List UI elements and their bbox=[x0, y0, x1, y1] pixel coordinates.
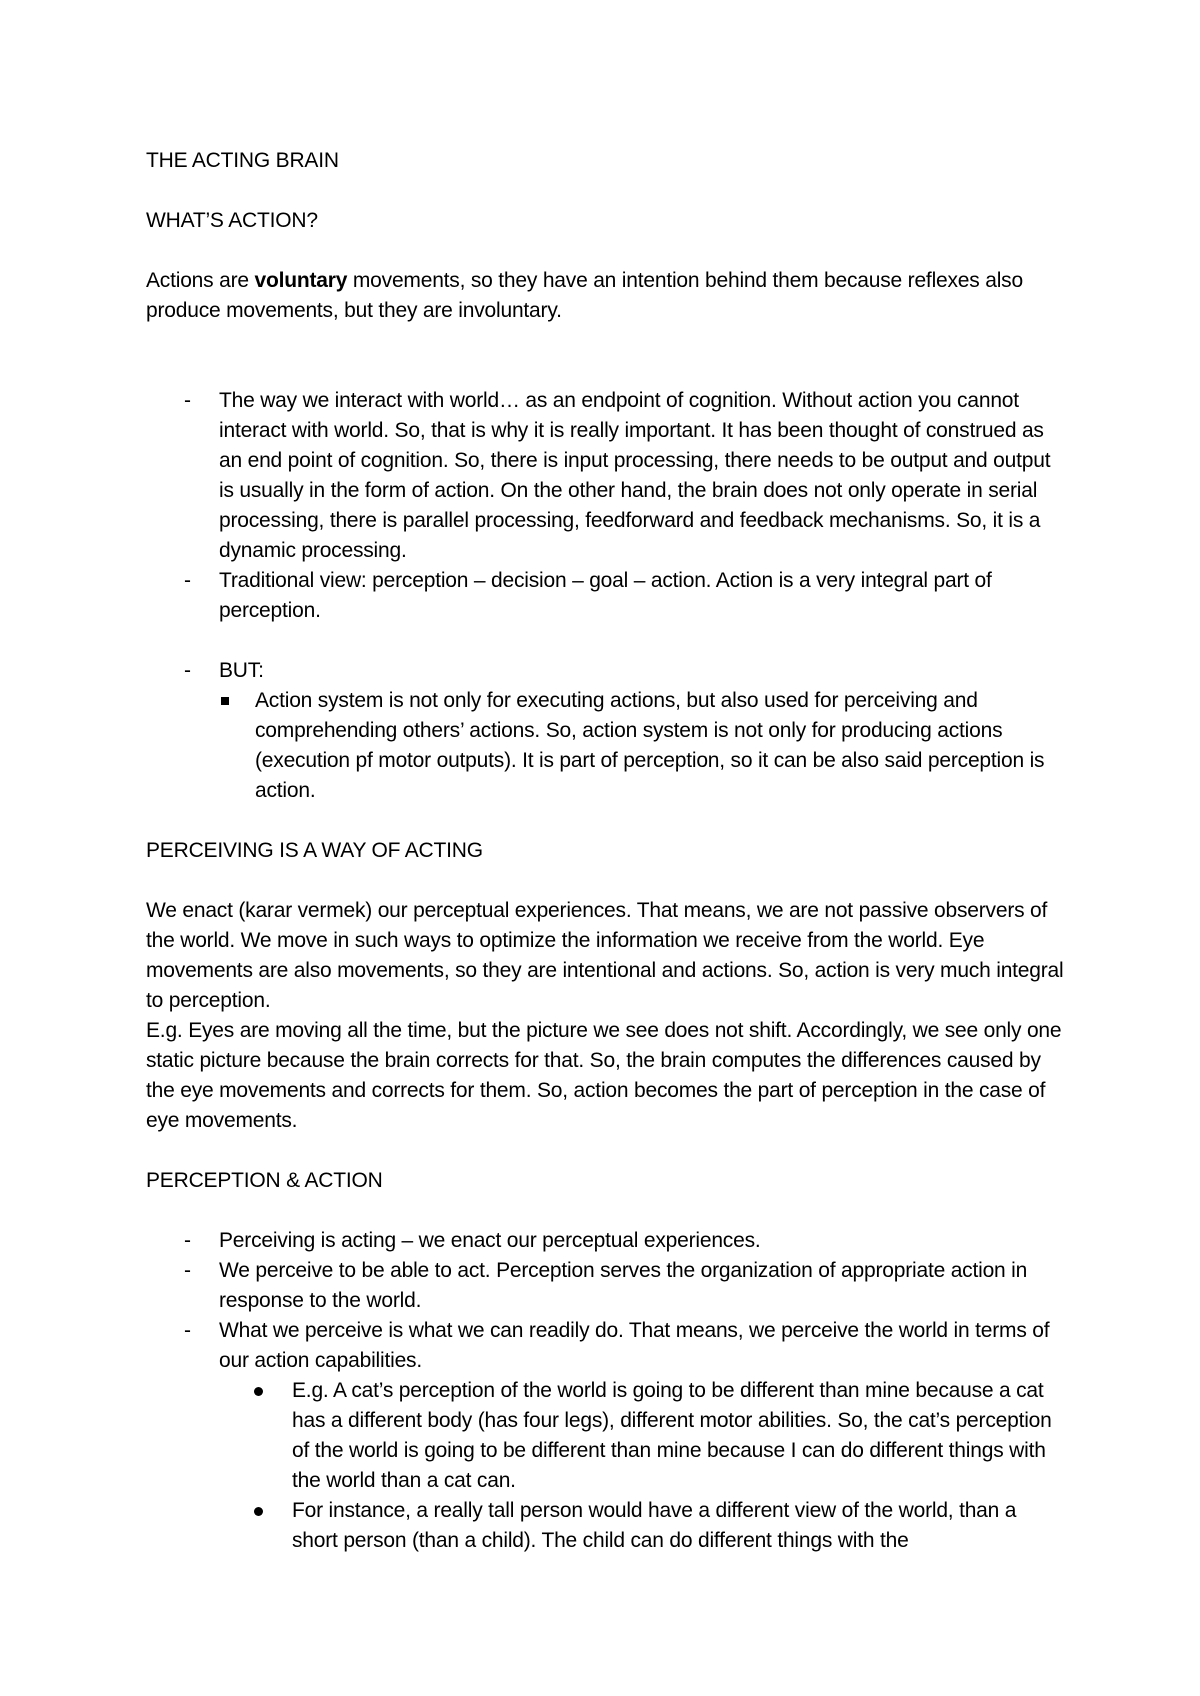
enact-paragraph: We enact (karar vermek) our perceptual experiences. That means, we are not passive observers of the world. We move in such ways to optimize the information we receive from the world. Eye movements are also movements, so they are intentional and actions. So, action is very much integral to perception. bbox=[146, 899, 1064, 1012]
list-item bbox=[146, 1226, 1066, 1256]
sub-bullet-text: E.g. A cat’s perception of the world is going to be different than mine because a cat has a different body (has four legs), different motor abilities. So, the cat’s perception of the world is going to be different than mine because I can do different things with the world than a cat can. bbox=[292, 1379, 1052, 1492]
round-bullet-icon bbox=[254, 1387, 263, 1396]
dash-marker: - bbox=[184, 569, 191, 592]
perception-action-list bbox=[146, 1226, 1066, 1556]
action-definition-paragraph bbox=[146, 266, 1066, 326]
but-label: BUT: bbox=[219, 659, 264, 682]
document-title: THE ACTING BRAIN bbox=[146, 149, 339, 172]
action-bullet-list bbox=[146, 386, 1066, 806]
dash-marker: - bbox=[184, 389, 191, 412]
eye-movement-example: E.g. Eyes are moving all the time, but the picture we see does not shift. Accordingly, we see only one static picture because the brain corrects for that. So, the brain computes the differences caused by the eye movements and corrects for them. So, action becomes the part of perception in the case of eye movements. bbox=[146, 1019, 1062, 1132]
list-item bbox=[146, 386, 1066, 566]
dash-marker: - bbox=[184, 659, 191, 682]
square-bullet-icon bbox=[221, 697, 229, 705]
section-heading-perceiving: PERCEIVING IS A WAY OF ACTING bbox=[146, 839, 483, 862]
bullet-text: Traditional view: perception – decision – goal – action. Action is a very integral part of perception. bbox=[219, 569, 992, 622]
list-item bbox=[219, 1376, 1066, 1496]
sub-bullet-text: For instance, a really tall person would have a different view of the world, than a short person (than a child). The child can do different things with the bbox=[292, 1499, 1017, 1552]
voluntary-bold-term: voluntary bbox=[254, 269, 348, 292]
list-item bbox=[146, 1256, 1066, 1316]
bullet-text: Perceiving is acting – we enact our perceptual experiences. bbox=[219, 1229, 761, 1252]
bullet-text: The way we interact with world… as an endpoint of cognition. Without action you cannot interact with world. So, that is why it is really important. It has been thought of construed as an end point of cognition. So, there is input processing, there needs to be output and output is usually in the form of action. On the other hand, the brain does not only operate in serial processing, there is parallel processing, feedforward and feedback mechanisms. So, it is a dynamic processing. bbox=[219, 389, 1051, 562]
dash-marker: - bbox=[184, 1229, 191, 1252]
section-heading-perception-action: PERCEPTION & ACTION bbox=[146, 1169, 383, 1192]
bullet-text: What we perceive is what we can readily do. That means, we perceive the world in terms of our action capabilities. bbox=[219, 1319, 1050, 1372]
section-heading-whats-action: WHAT’S ACTION? bbox=[146, 209, 318, 232]
definition-text-start: Actions are bbox=[146, 269, 255, 292]
list-item bbox=[219, 686, 1066, 806]
dash-marker: - bbox=[184, 1259, 191, 1282]
list-item bbox=[146, 566, 1066, 626]
document-body bbox=[146, 146, 1066, 1556]
list-item bbox=[146, 1316, 1066, 1556]
round-bullet-icon bbox=[254, 1507, 263, 1516]
list-item bbox=[146, 656, 1066, 806]
dash-marker: - bbox=[184, 1319, 191, 1342]
definition-text-end: movements, so they have an intention behind them because reflexes also produce movements, but they are involuntary. bbox=[146, 269, 1023, 322]
bullet-text: We perceive to be able to act. Perception serves the organization of appropriate action in response to the world. bbox=[219, 1259, 1028, 1312]
examples-sub-list bbox=[219, 1376, 1066, 1556]
sub-bullet-text: Action system is not only for executing actions, but also used for perceiving and comprehending others’ actions. So, action system is not only for producing actions (execution pf motor outputs). It is part of perception, so it can be also said perception is action. bbox=[255, 689, 1045, 802]
list-item bbox=[219, 1496, 1066, 1556]
but-sub-list bbox=[219, 686, 1066, 806]
